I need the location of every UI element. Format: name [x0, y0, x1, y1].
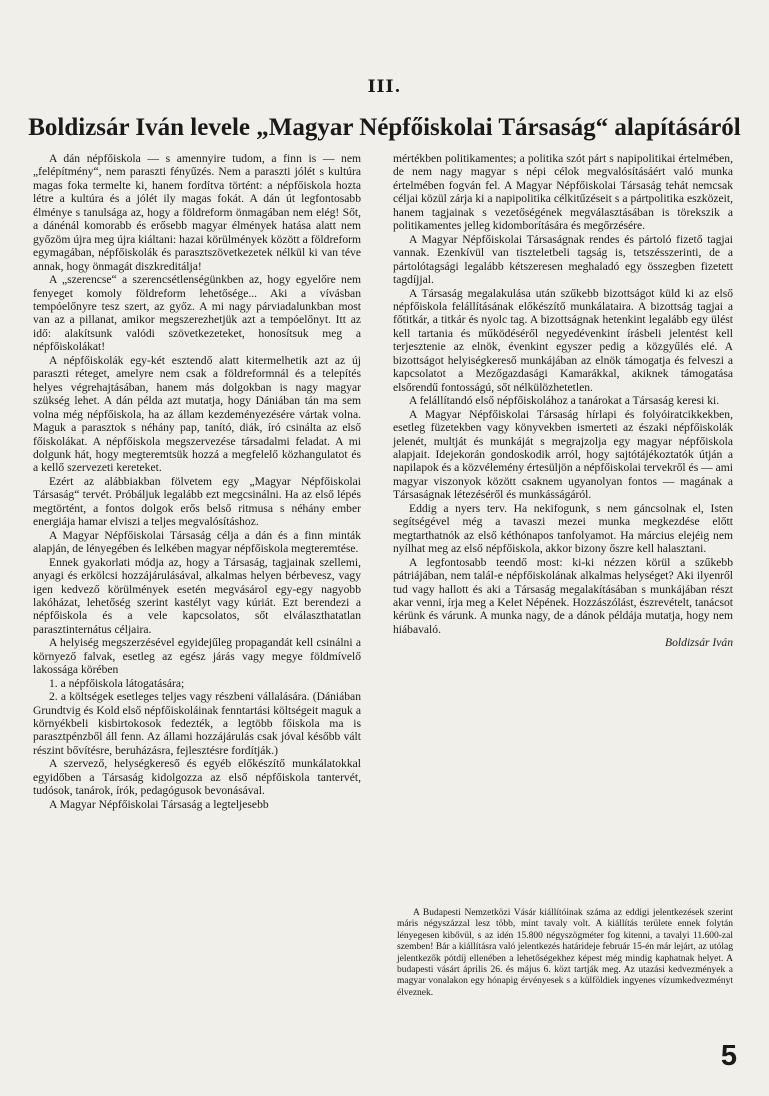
paragraph: A dán népfőiskola — s amennyire tudom, a finn is — nem „felépítmény“, nem paraszti fényűzés. Nem a paraszti jólét s kultúra magas foka termelte ki, hanem fordítva történt: a népfőiskola hozta létre a kultúra és a jólét ily magas fokát. A dán út legfontosabb élménye s tanulsága az, hogy a földreform önmagában nem elég! Sőt, a dánénál komorabb és erősebb magyar élmények hatása alatt nem győzöm újra meg újra kiáltani: hazai körülmények között a földreform egymagában, népfőiskolák és parasztszövetkezetek nélkül ki van téve annak, hogy önmagát diszkreditálja!	[33, 152, 361, 273]
left-column	[33, 152, 361, 811]
list-item: 2. a költségek esetleges teljes vagy részbeni vállalására. (Dániában Grundtvig és Kold első népfőiskoláinak fenntartási költségeit maguk a környékbeli kisbirtokosok fedezték, a legtöbb főiskola ma is parasztpénzből áll fenn. Az állami hozzájárulás csak jóval később vált részint bővítésre, beruházásra, fejlesztésre fordítják.)	[33, 690, 361, 757]
page-number: 5	[720, 1040, 737, 1072]
paragraph: A legfontosabb teendő most: ki-ki nézzen körül a szűkebb pátriájában, nem talál-e népfőiskolának alkalmas helységet? Aki ilyenről tud vagy hallott és aki a Társaság megalakításában s munkájában részt akar venni, írja meg a Kelet Népének. Hozzászólást, észrevételt, tanácsot kérünk és várunk. A munka nagy, de a dánok példája mutatja, hogy nem hiábavaló.	[393, 555, 733, 636]
list-item: 1. a népfőiskola látogatására;	[49, 676, 185, 690]
paragraph: A Magyar Népfőiskolai Társaság hírlapi és folyóiratcikkekben, esetleg füzetekben vagy könyvekben ismerteti az északi népfőiskolák jelenét, multját és munkáját s megrajzolja egy magyar népfőiskola alapjait. Idejekorán gondoskodik arról, hogy sajtótájékoztatók útján a napilapok és a közvélemény értesüljön a népfőiskolai tervekről és — ami magyar viszonyok között csaknem ugyanolyan fontos — magának a Társaságnak létezéséről és munkásságáról.	[393, 407, 733, 502]
paragraph: mértékben politikamentes; a politika szót párt s napipolitikai értelmében, de nem nagy magyar s népi célok megvalósításáért való munka értelmében fogván fel. A Magyar Népfőiskolai Társaság tehát nemcsak céljai közül zárja ki a napipolitika célkitűzéseit s a pártpolitika eszközeit, hanem tagjainak s vezetőségének megválasztásában is törekszik a politikamentes jelleg kidomborítására és megőrzésére.	[393, 152, 733, 233]
section-number: III.	[367, 77, 402, 97]
author-signature: Boldizsár Iván	[665, 636, 733, 650]
paragraph: A helyiség megszerzésével egyidejűleg propagandát kell csinálni a környező falvak, esetleg az egész járás vagy megye földmívelő lakossága körében	[33, 636, 361, 677]
paragraph: A szervező, helységkereső és egyéb előkészítő munkálatokkal egyidőben a Társaság kidolgozza az első népfőiskola tantervét, tudósok, tanárok, írók, pedagógusok bevonásával.	[33, 757, 361, 798]
paragraph: A Magyar Népfőiskolai Társaság célja a dán és a finn minták alapján, de lényegében és lelkében magyar népfőiskola megteremtése.	[33, 528, 361, 556]
paragraph: A Magyar Népfőiskolai Társaságnak rendes és pártoló fizető tagjai vannak. Ezenkívül van tiszteletbeli tagság is, tetszésszerinti, de a pártolótagsági legalább kétszeresen meghaladó egy összegben fizetett tagdíjjal.	[393, 232, 733, 287]
paragraph: Ennek gyakorlati módja az, hogy a Társaság, tagjainak szellemi, anyagi és erkölcsi hozzájárulásával, alkalmas helyen bérbevesz, vagy igen kedvező körülmények esetén megvásárol egy-egy nagyobb lakóházat, lehetőség szerint kastélyt vagy kúriát. Ezt berendezi a népfőiskola és a vele kapcsolatos, sőt elválaszthatatlan parasztinternátus céljaira.	[33, 555, 361, 636]
paragraph: A felállítandó első népfőiskolához a tanárokat a Társaság keresi ki.	[409, 394, 720, 408]
paragraph: A Magyar Népfőiskolai Társaság a legteljesebb	[49, 797, 269, 811]
paragraph: A „szerencse“ a szerencsétlenségünkben az, hogy egyelőre nem fenyeget komoly földreform lehetősége... Aki a vívásban tempóelőnyre tesz szert, az győz. A mi nagy párviadalunkban most van az a pillanat, amikor megszerezhetjük azt a tempóelőnyt. Itt az idő: alakítsunk valódi szövetkezeteket, honosítsuk meg a népfőiskolákat!	[33, 273, 361, 354]
article-title: Boldizsár Iván levele „Magyar Népfőiskolai Társaság“ alapításáról	[28, 114, 741, 141]
paragraph: Eddig a nyers terv. Ha nekifogunk, s nem gáncsolnak el, Isten segítségével még a tavaszi mezei munka megkezdése előtt megtarthatnók az első kéthónapos tanfolyamot. Ha március elejéig nem nyílhat meg az első népfőiskola, akkor bizony őszre kell halasztani.	[393, 501, 733, 556]
paragraph: Ezért az alábbiakban fölvetem egy „Magyar Népfőiskolai Társaság“ tervét. Próbáljuk legalább ezt megcsinálni. Ha az első lépés megtörtént, a fontos dolgok erős belső ritmusa s néhány ember energiája hamar elviszi a teljes megvalósításhoz.	[33, 474, 361, 529]
fair-notice: A Budapesti Nemzetközi Vásár kiállítóinak száma az eddigi jelentkezések szerint máris négyszázzal lesz több, mint tavaly volt. A kiállítás területe ennek folytán lényegesen kibővül, s az idén 15.800 négyszögméter fog kitenni, a tavalyi 11.600-zal szemben! Bár a kiállításra való jelentkezés határideje február 15-én már lejárt, az utólag jelentkezők pótdíj ellenében a lehetőségekhez képest még mindig kaphatnak helyet. A budapesti vásárt április 26. és május 6. közt tartják meg. Az utazási kedvezmények a magyar vonalakon egy hónapig érvényesek s a külföldiek ingyenes vízumkedvezményt élveznek.	[397, 908, 733, 998]
right-column	[393, 152, 733, 650]
paragraph: A népfőiskolák egy-két esztendő alatt kitermelhetik azt az új paraszti réteget, amelyre nem csak a földreformnál és a telepítés helyes végrehajtásában, hanem más dolgokban is nagy magyar szükség lehet. A dán példa azt mutatja, hogy Dániában tán ma sem volna még népfőiskola, ha az állam kezdeményezésére vártak volna. Maguk a parasztok s néhány pap, tanító, diák, író csinálta az első főiskolákat. A népfőiskola megszervezése társadalmi feladat. A mi dolgunk hát, hogy megteremtsük hozzá a megfelelő közhangulatot és a kellő szervezeti kereteket.	[33, 353, 361, 475]
paragraph: A Társaság megalakulása után szűkebb bizottságot küld ki az első népfőiskola felállításának előkészítő munkálataira. A bizottság tagjai a főtitkár, a titkár és nyolc tag. A bizottságnak hetenkint legalább egy ülést kell tartania és működéséről negyedévenkint írásbeli jelentést kell terjesztenie az elnök, évenkint egyszer pedig a közgyűlés elé. A bizottságot helyiségkereső munkájában az elnök támogatja és felveszi a kapcsolatot a Mezőgazdasági Kamarákkal, akiknek támogatása elsőrendű fontosságú, sőt nélkülözhetetlen.	[393, 286, 733, 394]
